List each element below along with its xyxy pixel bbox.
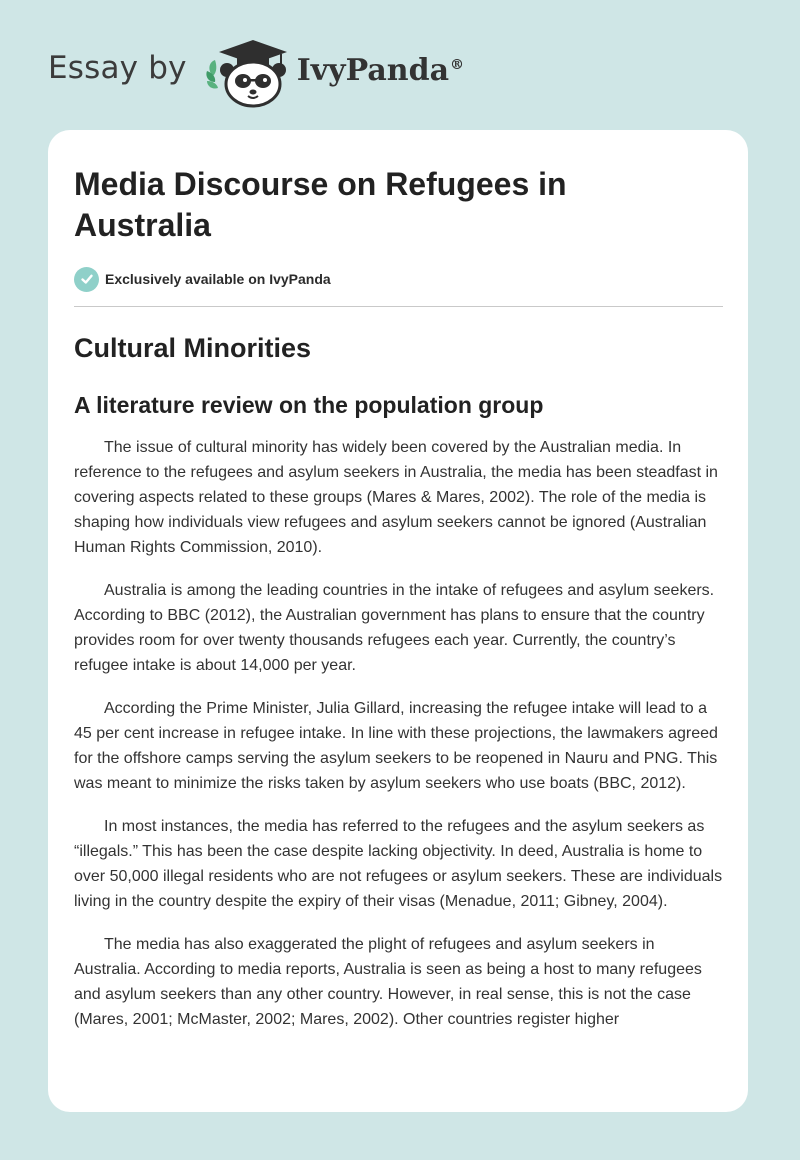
divider (74, 306, 723, 307)
brand-prefix: Essay by (48, 50, 187, 86)
panda-graduate-icon (203, 36, 291, 108)
paragraph: The issue of cultural minority has widely been covered by the Australian media. In reference to the refugees and asylum seekers in Australia, the media has been steadfast in covering aspects related to these groups (Mares & Mares, 2002). The role of the media is shaping how individuals view refugees and asylum seekers cannot be ignored (Australian Human Rights Commission, 2010). (74, 439, 718, 556)
site-brand[interactable] (48, 36, 464, 108)
paragraph: The media has also exaggerated the plight of refugees and asylum seekers in Australia. According to media reports, Australia is seen as being a host to many refugees and asylum seekers than any other country. However, in real sense, this is not the case (Mares, 2001; McMaster, 2002; Mares, 2002). Other countries register higher (74, 936, 702, 1028)
section-heading: Cultural Minorities (74, 333, 312, 363)
check-icon (74, 267, 99, 292)
subsection-heading: A literature review on the population group (74, 392, 544, 418)
paragraph: According the Prime Minister, Julia Gillard, increasing the refugee intake will lead to a 45 per cent increase in refugee intake. In line with these projections, the lawmakers agreed for the offshore camps serving the asylum seekers to be reopened in Nauru and PNG. This was meant to minimize the risks taken by asylum seekers who use boats (BBC, 2012). (74, 700, 718, 792)
exclusive-text: Exclusively available on IvyPanda (105, 271, 331, 287)
exclusive-badge (74, 266, 722, 292)
page-title: Media Discourse on Refugees in Australia (74, 166, 567, 243)
paragraph: Australia is among the leading countries in the intake of refugees and asylum seekers. According to BBC (2012), the Australian government has plans to ensure that the country provides room for over twenty thousands refugees each year. Currently, the country’s refugee intake is about 14,000 per year. (74, 582, 715, 674)
essay-body (74, 435, 722, 1032)
paragraph: In most instances, the media has referred to the refugees and the asylum seekers as “illegals.” This has been the case despite lacking objectivity. In deed, Australia is home to over 50,000 illegal residents who are not refugees or asylum seekers. These are individuals living in the country despite the expiry of their visas (Menadue, 2011; Gibney, 2004). (74, 818, 723, 910)
registered-mark: ® (450, 56, 465, 73)
brand-name: IvyPanda® (296, 52, 465, 88)
essay-card (48, 130, 748, 1112)
